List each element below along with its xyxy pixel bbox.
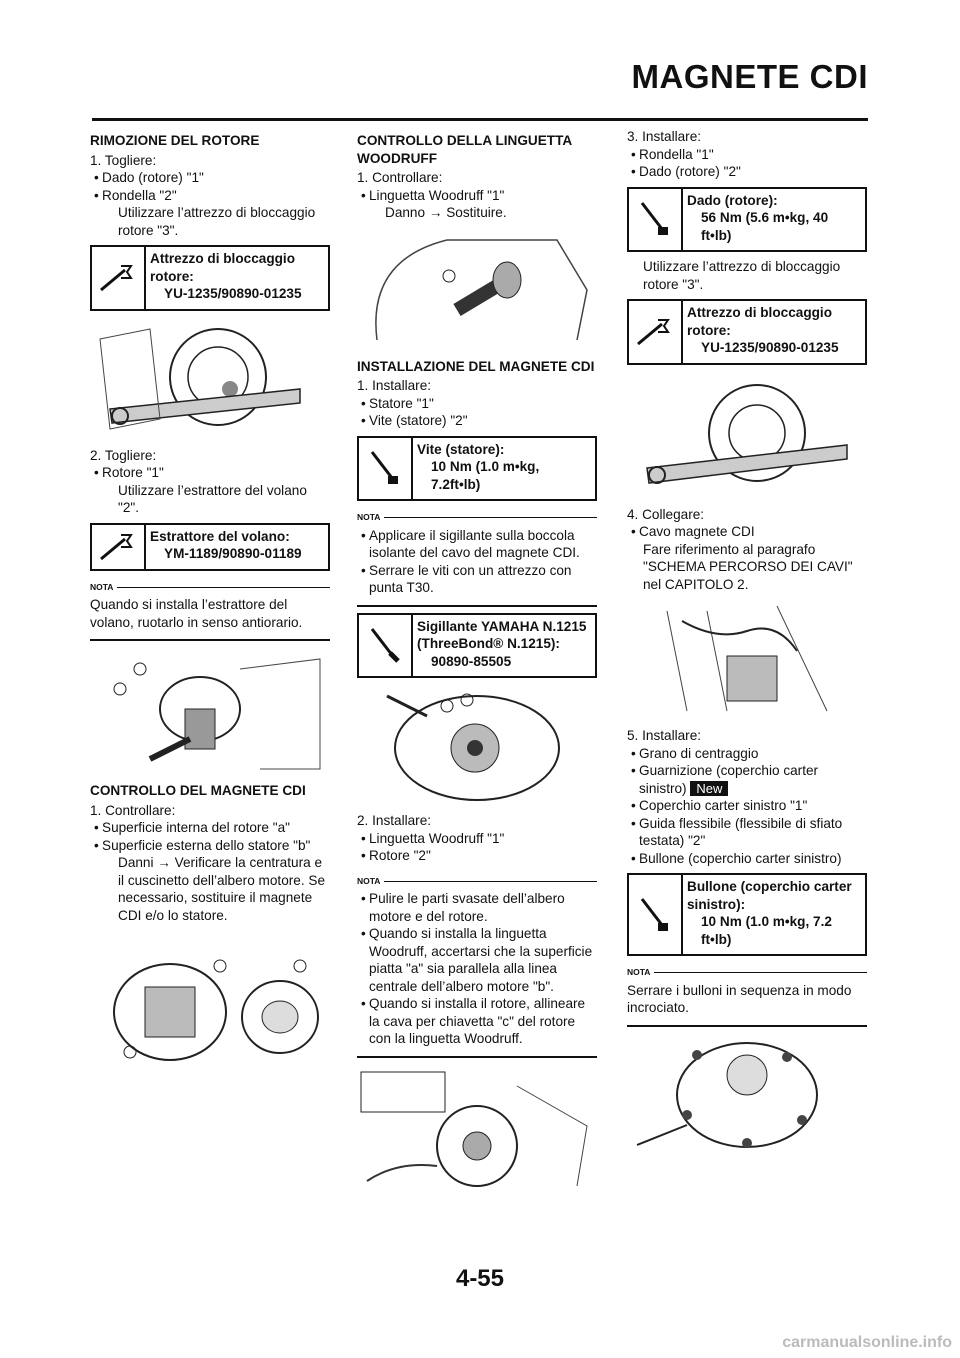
crankcase-cover-illustration [627,1035,863,1160]
instruction-text: Danno → Sostituire. [385,205,507,220]
step-text: 1. Controllare: [357,170,443,185]
torque-box [357,436,597,502]
rotor-tighten-illustration [627,373,863,498]
nota-bullet: • Serrare le viti con un attrezzo con punta T30. [357,562,597,597]
tool-label: Estrattore del volano: [150,528,290,544]
wrench-tool-icon [629,301,683,363]
column-1 [90,128,330,1080]
bullet: • Guida flessibile (flessibile di sfiato testata) "2" [627,815,867,850]
nota-end-rule [90,639,330,641]
nota-end-rule [357,605,597,607]
bullet: • Rondella "2" [90,187,330,205]
torque-label: Bullone (coperchio carter sinistro): [687,879,852,912]
bullet: • Cavo magnete CDI [627,523,867,541]
stator-install-illustration [357,686,593,804]
tool-label: Attrezzo di bloccaggio rotore: [150,251,296,284]
bullet: • Dado (rotore) "1" [90,169,330,187]
nota-label: NOTA [627,967,651,977]
instruction-text: Fare riferimento al paragrafo "SCHEMA PERCORSO DEI CAVI" nel CAPITOLO 2. [643,541,853,592]
rotor-holder-illustration [90,319,326,439]
rotor-install-illustration [357,1066,593,1191]
header-rule [92,118,868,121]
heading-controllo-magnete: CONTROLLO DEL MAGNETE CDI [90,783,306,798]
bullet: • Statore "1" [357,395,597,413]
bullet-text: Guarnizione (coperchio carter sinistro) [639,763,819,796]
page-title: MAGNETE CDI [631,58,868,95]
bullet: • Linguetta Woodruff "1" [357,830,597,848]
flywheel-puller-illustration [90,649,326,774]
sealant-value: 90890-85505 [431,653,512,669]
torque-value: 56 Nm (5.6 m•kg, 40 ft•lb) [701,210,829,243]
bullet [627,762,867,797]
step-text: 3. Installare: [627,129,702,144]
tool-box [90,245,330,311]
watermark: carmanualsonline.info [782,1334,952,1351]
bullet: • Rondella "1" [627,146,867,164]
step-text: 5. Installare: [627,728,702,743]
bullet: • Superficie esterna dello statore "b" [90,837,330,855]
nota-end-rule [627,1025,867,1027]
bullet: • Superficie interna del rotore "a" [90,819,330,837]
tool-value: YU-1235/90890-01235 [164,286,302,301]
step-text: 4. Collegare: [627,506,705,522]
torque-wrench-icon [359,438,413,500]
torque-wrench-icon [629,875,683,954]
wrench-tool-icon [92,247,146,309]
stator-rotor-illustration [90,952,326,1072]
torque-value: 10 Nm (1.0 m•kg, 7.2 ft•lb) [701,914,832,947]
sealant-label: Sigillante YAMAHA N.1215 (ThreeBond® N.1215): [417,618,587,651]
page-number: 4-55 [455,1265,505,1292]
bullet: • Vite (statore) "2" [357,412,597,430]
tool-label: Attrezzo di bloccaggio rotore: [687,305,833,338]
nota-header [357,873,597,891]
bullet: • Rotore "1" [90,464,330,482]
torque-label: Dado (rotore): [687,192,778,208]
sealant-box [357,613,597,679]
step-text: 1. Controllare: [90,802,176,818]
sealant-tube-icon [359,615,413,677]
nota-text: Serrare i bulloni in sequenza in modo incrociato. [627,982,852,1015]
bullet: • Bullone (coperchio carter sinistro) [627,850,867,868]
woodruff-key-illustration [357,230,593,350]
tool-box [90,523,330,571]
nota-label: NOTA [357,512,381,522]
heading-controllo-linguetta: CONTROLLO DELLA LINGUETTA WOODRUFF [357,133,572,166]
wrench-tool-icon [92,525,146,569]
instruction-text: Utilizzare l’estrattore del volano "2". [118,482,307,515]
step-text: 2. Togliere: [90,447,157,463]
instruction-text: Utilizzare l’attrezzo di bloccaggio rotore "3". [643,259,841,292]
instruction-text: Utilizzare l’attrezzo di bloccaggio rotore "3". [118,205,316,238]
bullet: • Linguetta Woodruff "1" [357,187,597,205]
nota-text: Quando si installa l’estrattore del volano, ruotarlo in senso antiorario. [90,597,303,630]
step-text: 1. Togliere: [90,152,157,168]
nota-bullet: • Quando si installa la linguetta Woodruff, accertarsi che la superficie piatta "a" sia parallela alla linea centrale dell’albero motore "b". [357,925,597,995]
column-3 [627,128,867,1168]
nota-bullet: • Applicare il sigillante sulla boccola isolante del cavo del magnete CDI. [357,527,597,562]
bullet: • Coperchio carter sinistro "1" [627,797,867,815]
bullet: • Grano di centraggio [627,745,867,763]
nota-bullet: • Quando si installa il rotore, allineare la cava per chiavetta "c" del rotore con la linguetta Woodruff. [357,995,597,1048]
heading-rimozione-rotore: RIMOZIONE DEL ROTORE [90,133,260,148]
step-text: 2. Installare: [357,813,432,828]
new-badge: New [690,781,728,796]
torque-box [627,187,867,253]
tool-value: YU-1235/90890-01235 [701,340,839,355]
step-text: 1. Installare: [357,378,432,393]
column-2 [357,128,597,1199]
torque-label: Vite (statore): [417,441,505,457]
nota-label: NOTA [90,581,114,592]
nota-bullet: • Pulire le parti svasate dell’albero motore e del rotore. [357,890,597,925]
cdi-cable-illustration [627,601,863,719]
nota-header [357,509,597,527]
nota-label: NOTA [357,875,381,886]
torque-wrench-icon [629,189,683,251]
instruction-text: Danni → Verificare la centratura e il cuscinetto dell’albero motore. Se necessario, sostituire il magnete CDI e/o lo statore. [118,855,326,923]
torque-value: 10 Nm (1.0 m•kg, 7.2ft•lb) [431,459,540,492]
torque-box [627,873,867,956]
nota-header [90,579,330,597]
nota-header [627,964,867,982]
bullet: • Rotore "2" [357,847,597,865]
nota-end-rule [357,1056,597,1058]
heading-installazione-magnete: INSTALLAZIONE DEL MAGNETE CDI [357,358,595,374]
bullet: • Dado (rotore) "2" [627,163,867,181]
tool-box [627,299,867,365]
tool-value: YM-1189/90890-01189 [164,546,302,561]
